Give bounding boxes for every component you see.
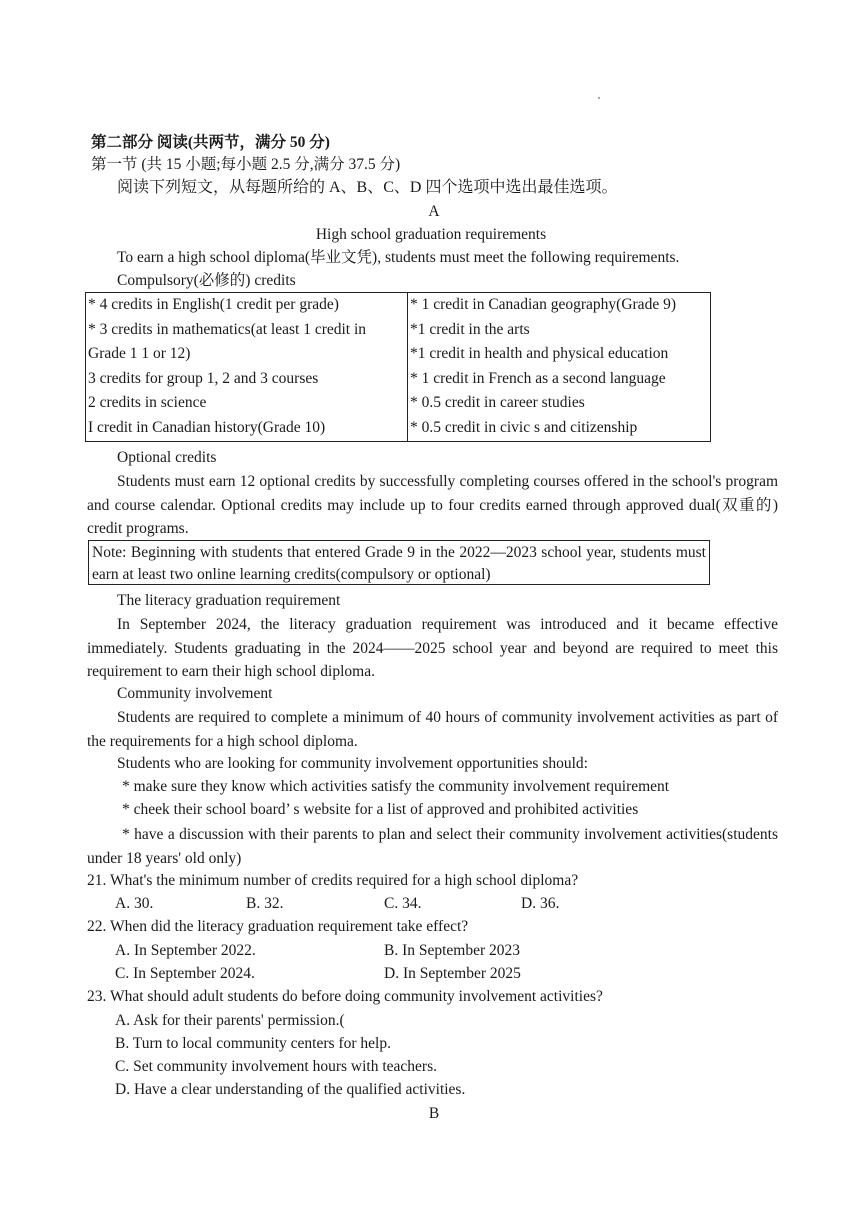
option-b: B. Turn to local community centers for help. [115,1035,391,1052]
table-cell: 2 credits in science [86,391,408,416]
table-row [86,342,711,367]
compulsory-heading: Compulsory(必修的) credits [117,272,296,289]
table-cell: I credit in Canadian history(Grade 10) [86,416,408,441]
option-c: C. In September 2024. [115,965,255,982]
optional-text: Students must earn 12 optional credits by successfully completing courses offered in the school's program and course calendar. Optional credits may include up to four credits earned through approved dual(双重的) credit programs. [87,473,778,537]
option-a: A. 30. [115,895,154,912]
table-row [86,391,711,416]
community-heading: Community involvement [117,685,273,702]
literacy-heading: The literacy graduation requirement [117,592,341,609]
next-passage-label: B [428,1105,440,1122]
option-d: D. In September 2025 [384,965,521,982]
table-cell: 3 credits for group 1, 2 and 3 courses [86,367,408,392]
table-cell: Grade 1 1 or 12) [86,342,408,367]
option-b: B. 32. [246,895,284,912]
bullet-item: * cheek their school board’ s website for a list of approved and prohibited activities [122,801,639,818]
optional-heading: Optional credits [117,449,217,466]
passage-label: A [428,203,440,220]
table-cell: * 3 credits in mathematics(at least 1 credit in [86,318,408,343]
table-row [86,416,711,441]
option-b: B. In September 2023 [384,942,521,959]
section-title: 第一节 (共 15 小题;每小题 2.5 分,满分 37.5 分) [91,156,401,173]
option-d: D. Have a clear understanding of the qualified activities. [115,1081,466,1098]
scan-speck [598,97,600,99]
option-c: C. Set community involvement hours with teachers. [115,1058,438,1075]
option-a: A. Ask for their parents' permission.( [115,1012,345,1029]
table-cell: * 0.5 credit in civic s and citizenship [410,418,638,436]
bullet-item: * have a discussion with their parents to plan and select their community involvement activities(students under 18 years' old only) [87,826,778,867]
question-21-stem: 21. What's the minimum number of credits required for a high school diploma? [87,872,579,889]
table-cell: * 0.5 credit in career studies [410,394,585,412]
option-d: D. 36. [521,895,560,912]
table-cell: * 4 credits in English(1 credit per grade) [86,293,408,318]
table-cell: * 1 credit in Canadian geography(Grade 9) [410,296,676,313]
table-row [86,318,711,343]
passage-intro: To earn a high school diploma(毕业文凭), students must meet the following requirements. [117,249,680,266]
compulsory-credits-table [85,292,711,442]
literacy-text: In September 2024, the literacy graduation requirement was introduced and it became effective immediately. Students graduating in the 2024——2025 school year and beyond are required to meet this requirement to earn their high school diploma. [87,616,778,680]
table-cell: *1 credit in health and physical education [410,345,669,363]
passage-title: High school graduation requirements [315,226,547,243]
table-cell: * 1 credit in French as a second language [410,369,666,387]
part-title: 第二部分 阅读(共两节，满分 50 分) [91,134,330,151]
question-23-stem: 23. What should adult students do before doing community involvement activities? [87,988,603,1005]
community-text: Students are required to complete a minimum of 40 hours of community involvement activities as part of the requirements for a high school diploma. [87,709,778,750]
table-row [86,293,711,318]
bullet-item: * make sure they know which activities satisfy the community involvement requirement [122,778,670,795]
table-row [86,367,711,392]
option-c: C. 34. [384,895,422,912]
note-box: Note: Beginning with students that entered Grade 9 in the 2022—2023 school year, students must earn at least two online learning credits(compulsory or optional) [88,540,710,585]
looking-text: Students who are looking for community involvement opportunities should: [117,755,588,772]
instruction: 阅读下列短文，从每题所给的 A、B、C、D 四个选项中选出最佳选项。 [117,179,618,196]
table-cell: *1 credit in the arts [410,320,530,338]
question-22-stem: 22. When did the literacy graduation requirement take effect? [87,918,469,935]
option-a: A. In September 2022. [115,942,256,959]
